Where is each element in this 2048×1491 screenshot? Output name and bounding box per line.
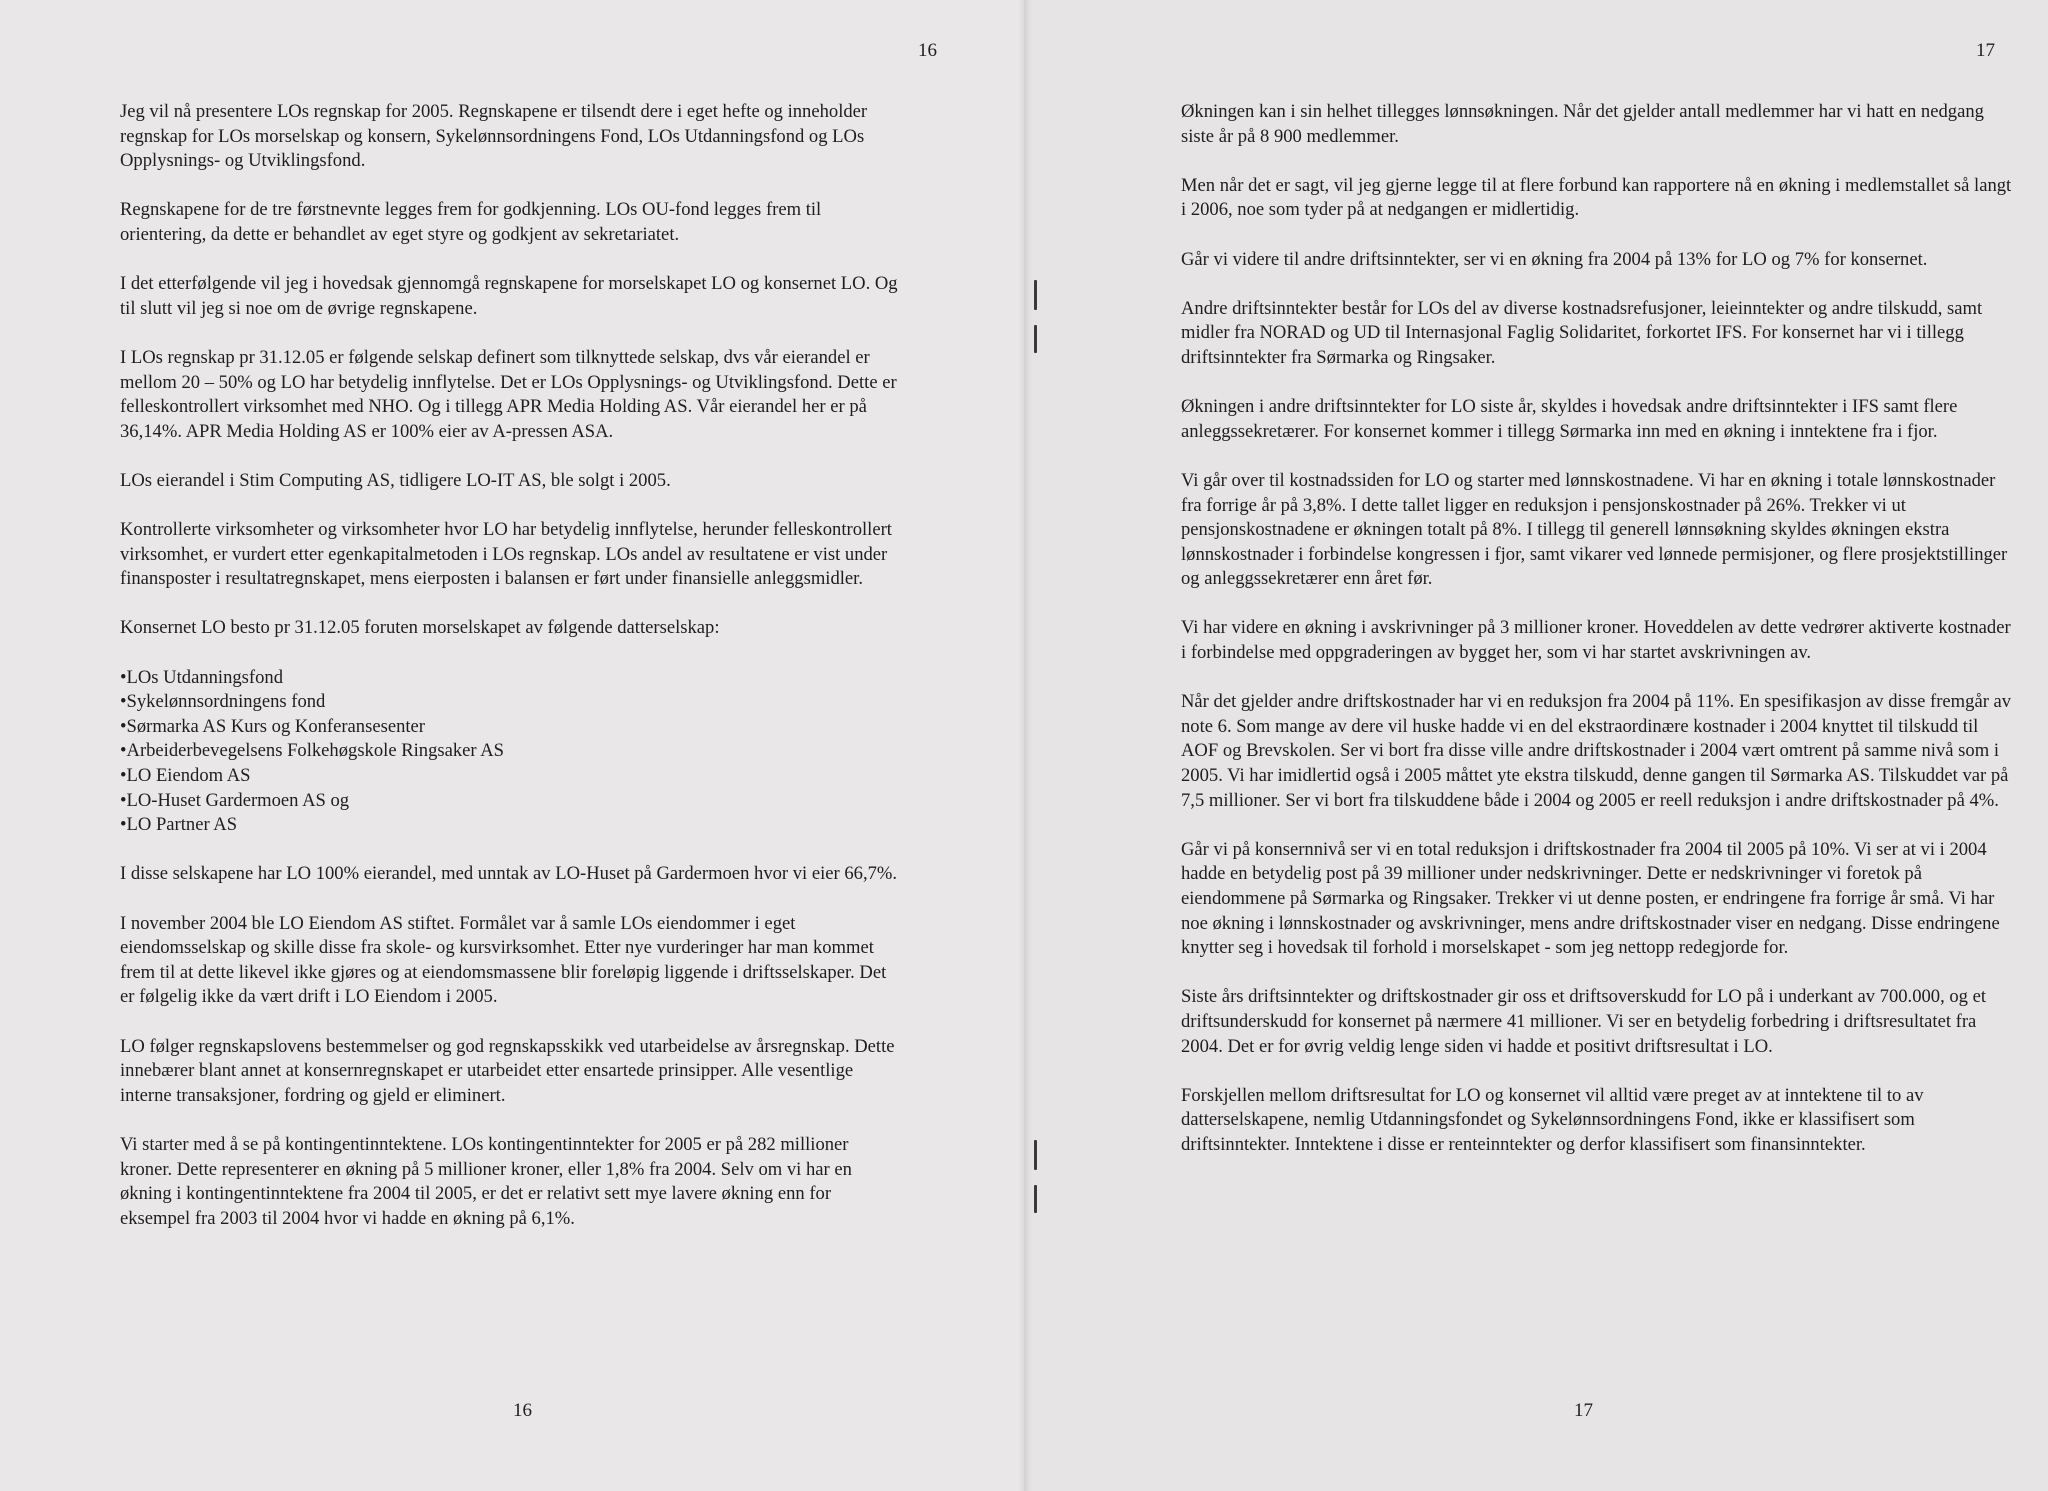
paragraph: Går vi videre til andre driftsinntekter, ser vi en økning fra 2004 på 13% for LO og 7% for konsernet. <box>1181 248 1928 270</box>
list-item: • Sørmarka AS Kurs og Konferansesenter <box>120 715 900 740</box>
page-number-top: 16 <box>918 40 937 61</box>
paragraph: Går vi på konsernnivå ser vi en total reduksjon i driftskostnader fra 2004 til 2005 på 10%. Vi ser at vi i 2004 hadde en betydelig post på 39 millioner under nedskrivninger. Dette er nedskrivninger vi foretok på eiendommene på Sørmarka og Ringsaker. Trekker vi ut denne posten, er endringene fra forrige år små. Vi har noe økning i lønnskostnader og avskrivninger, mens andre driftskostnader viser en nedgang. Disse endringene knytter seg i hovedsak til forhold i morselskapet - som jeg nettopp redegjorde for. <box>1181 838 2000 959</box>
staple-mark <box>1034 325 1037 353</box>
paragraph: Økningen kan i sin helhet tillegges lønnsøkningen. Når det gjelder antall medlemmer har vi hatt en nedgang siste år på 8 900 medlemmer. <box>1181 101 1984 147</box>
paragraph: Vi har videre en økning i avskrivninger på 3 millioner kroner. Hoveddelen av dette vedrører aktiverte kostnader i forbindelse med oppgraderingen av bygget her, som vi har startet avskrivningen av. <box>1181 617 2011 664</box>
paragraph: Jeg vil nå presentere LOs regnskap for 2005. Regnskapene er tilsendt dere i eget hefte og inneholder regnskap for LOs morselskap og konsern, Sykelønnsordningens Fond, LOs Utdanningsfond og LOs Opplysnings- og Utviklingsfond. <box>120 101 868 172</box>
paragraph: Andre driftsinntekter består for LOs del av diverse kostnadsrefusjoner, leieinntekter og andre tilskudd, samt midler fra NORAD og UD til Internasjonal Faglig Solidaritet, forkortet IFS. For konsernet har vi i tillegg driftsinntekter fra Sørmarka og Ringsaker. <box>1181 297 1983 368</box>
paragraph: Regnskapene for de tre førstnevnte legges frem for godkjenning. LOs OU-fond legges frem til orientering, da dette er behandlet av eget styre og godkjent av sekretariatet. <box>120 199 822 245</box>
paragraph: LO følger regnskapslovens bestemmelser og god regnskapsskikk ved utarbeidelse av årsregnskap. Dette innebærer blant annet at konsernregnskapet er utarbeidet etter ensartede prinsipper. Alle vesentlige interne transaksjoner, fordring og gjeld er eliminert. <box>120 1035 895 1106</box>
paragraph: Vi går over til kostnadssiden for LO og starter med lønnskostnadene. Vi har en økning i totale lønnskostnader fra forrige år på 3,8%. I dette tallet ligger en reduksjon i pensjonskostnader på 26%. Trekker vi ut pensjonskostnadene er økningen totalt på 8%. I tillegg til generell lønnsøkning skyldes økningen ekstra lønnskostnader i forbindelse kongressen i fjor, samt vikarer ved lønnede permisjoner, og flere prosjektstillinger og anleggssekretærer enn året før. <box>1181 469 2008 590</box>
list-item: • Arbeiderbevegelsens Folkehøgskole Ringsaker AS <box>120 739 900 764</box>
paragraph: Når det gjelder andre driftskostnader har vi en reduksjon fra 2004 på 11%. En spesifikasjon av disse fremgår av note 6. Som mange av dere vil huske hadde vi en del ekstraordinære kostnader i 2004 knyttet til tilskudd til AOF og Brevskolen. Ser vi bort fra disse ville andre driftskostnader i 2004 vært omtrent på samme nivå som i 2005. Vi har imidlertid også i 2005 måttet yte ekstra tilskudd, denne gangen til Sørmarka AS. Tilskuddet var på 7,5 millioner. Ser vi bort fra tilskuddene både i 2004 og 2005 er reell reduksjon i andre driftskostnader på 4%. <box>1181 691 2012 811</box>
paragraph: I disse selskapene har LO 100% eierandel, med unntak av LO-Huset på Gardermoen hvor vi eier 66,7%. <box>120 863 898 885</box>
list-item: • Sykelønnsordningens fond <box>120 690 900 715</box>
paragraph: Siste års driftsinntekter og driftskostnader gir oss et driftsoverskudd for LO på i underkant av 700.000, og et driftsunderskudd for konsernet på nærmere 41 millioner. Vi ser en betydelig forbedring i driftsresultatet fra 2004. Det er for øvrig veldig lenge siden vi hadde et positivt driftsresultat i LO. <box>1181 986 1987 1057</box>
paragraph: Kontrollerte virksomheter og virksomheter hvor LO har betydelig innflytelse, herunder felleskontrollert virksomhet, er vurdert etter egenkapitalmetoden i LOs regnskap. LOs andel av resultatene er vist under finansposter i resultatregnskapet, mens eierposten i balansen er ført under finansielle anleggsmidler. <box>120 519 892 590</box>
paragraph: Økningen i andre driftsinntekter for LO siste år, skyldes i hovedsak andre driftsinntekter i IFS samt flere anleggssekretærer. For konsernet kommer i tillegg Sørmarka inn med en økning i inntektene fra i fjor. <box>1181 396 1958 442</box>
staple-mark <box>1034 1185 1037 1213</box>
paragraph: Vi starter med å se på kontingentinntektene. LOs kontingentinntekter for 2005 er på 282 millioner kroner. Dette representerer en økning på 5 millioner kroner, eller 1,8% fra 2004. Selv om vi har en økning i kontingentinntektene fra 2004 til 2005, er det er relativt sett mye lavere økning enn for eksempel fra 2003 til 2004 hvor vi hadde en økning på 6,1%. <box>120 1133 852 1229</box>
subsidiary-list <box>120 666 900 838</box>
list-item: • LOs Utdanningsfond <box>120 666 900 691</box>
left-page-body <box>120 100 900 1256</box>
page-number-top: 17 <box>1976 40 1995 61</box>
paragraph: Konsernet LO besto pr 31.12.05 foruten morselskapet av følgende datterselskap: <box>120 617 720 639</box>
right-page-body <box>1181 100 2017 1182</box>
paragraph: I LOs regnskap pr 31.12.05 er følgende selskap definert som tilknyttede selskap, dvs vår eierandel er mellom 20 – 50% og LO har betydelig innflytelse. Det er LOs Opplysnings- og Utviklingsfond. Dette er felleskontrollert virksomhet med NHO. Og i tillegg APR Media Holding AS. Vår eierandel her er på 36,14%. APR Media Holding AS er 100% eier av A-pressen ASA. <box>120 346 897 442</box>
paragraph: Forskjellen mellom driftsresultat for LO og konsernet vil alltid være preget av at inntektene til to av datterselskapene, nemlig Utdanningsfondet og Sykelønnsordningens Fond, ikke er klassifisert som driftsinntekter. Inntektene i disse er renteinntekter og derfor klassifisert som finansinntekter. <box>1181 1084 1924 1155</box>
page-number-bottom: 17 <box>1574 1400 1593 1421</box>
paragraph: I november 2004 ble LO Eiendom AS stiftet. Formålet var å samle LOs eiendommer i eget eiendomsselskap og skille disse fra skole- og kursvirksomhet. Etter nye vurderinger har man kommet frem til at dette likevel ikke gjøres og at eiendomsmassene blir foreløpig liggende i driftsselskaper. Det er følgelig ikke da vært drift i LO Eiendom i 2005. <box>120 912 887 1008</box>
list-item: • LO Partner AS <box>120 813 900 838</box>
paragraph: LOs eierandel i Stim Computing AS, tidligere LO-IT AS, ble solgt i 2005. <box>120 469 671 491</box>
paragraph: Men når det er sagt, vil jeg gjerne legge til at flere forbund kan rapportere nå en økning i medlemstallet så langt i 2006, noe som tyder på at nedgangen er midlertidig. <box>1181 174 2012 221</box>
right-page <box>1024 0 2048 1491</box>
staple-mark <box>1034 280 1037 310</box>
page-number-bottom: 16 <box>513 1400 532 1421</box>
staple-mark <box>1034 1140 1037 1170</box>
list-item: • LO Eiendom AS <box>120 764 900 789</box>
list-item: • LO-Huset Gardermoen AS og <box>120 789 900 814</box>
paragraph: I det etterfølgende vil jeg i hovedsak gjennomgå regnskapene for morselskapet LO og konsernet LO. Og til slutt vil jeg si noe om de øvrige regnskapene. <box>120 273 898 319</box>
page-fold <box>1018 0 1032 1491</box>
